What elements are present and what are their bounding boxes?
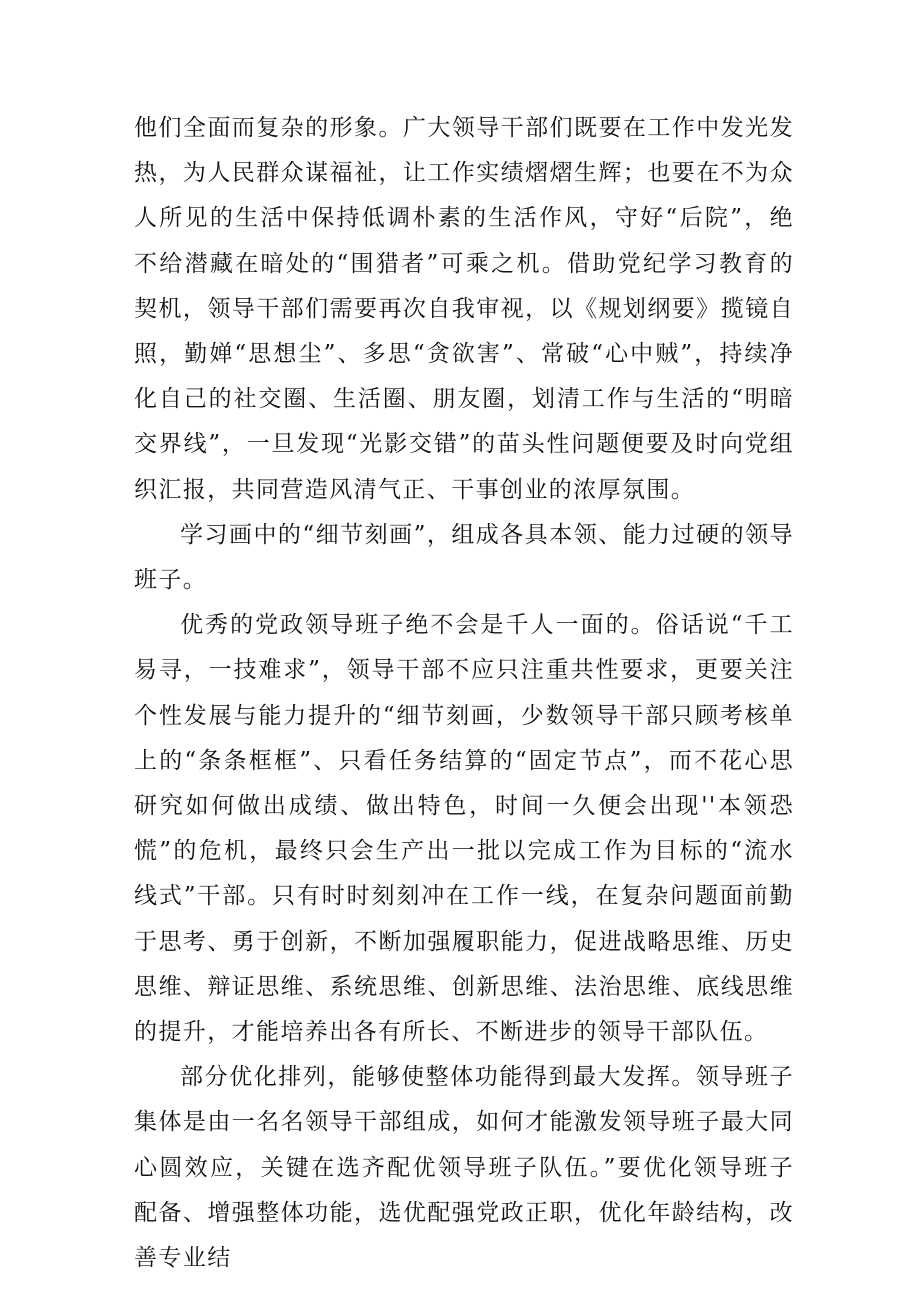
document-page [134,106,794,1281]
paragraph-optimization: 部分优化排列，能够使整体功能得到最大发挥。领导班子集体是由一名名领导干部组成，如何才能激发领导班子最大同心圆效应，关键在选齐配优领导班子队伍。”要优化领导班子配备、增强整体功能，选优配强党政正职，优化年龄结构，改善专业结 [134,1064,794,1272]
paragraph-detail-heading: 学习画中的“细节刻画”，组成各具本领、能力过硬的领导班子。 [134,521,794,594]
paragraph-continuation: 他们全面而复杂的形象。广大领导干部们既要在工作中发光发热，为人民群众谋福祉，让工作实绩熠熠生辉；也要在不为众人所见的生活中保持低调朴素的生活作风，守好“后院”，绝不给潜藏在暗处的“围猎者”可乘之机。借助党纪学习教育的契机，领导干部们需要再次自我审视，以《规划纲要》揽镜自照，勤婵“思想尘”、多思“贪欲害”、常破“心中贼”，持续净化自己的社交圈、生活圈、朋友圈，划清工作与生活的“明暗交界线”，一旦发现“光影交错”的苗头性问题便要及时向党组织汇报，共同营造风清气正、干事创业的浓厚氛围。 [134,115,794,503]
paragraph-leadership-team: 优秀的党政领导班子绝不会是千人一面的。俗话说“千工易寻，一技难求”，领导干部不应只注重共性要求，更要关注个性发展与能力提升的“细节刻画，少数领导干部只顾考核单上的“条条框框”、只看任务结算的“固定节点”，而不花心思研究如何做出成绩、做出特色，时间一久便会出现''本领恐慌”的危机，最终只会生产出一批以完成工作为目标的“流水线式”干部。只有时时刻刻冲在工作一线，在复杂问题面前勤于思考、勇于创新，不断加强履职能力，促进战略思维、历史思维、辩证思维、系统思维、创新思维、法治思维、底线思维的提升，才能培养出各有所长、不断进步的领导干部队伍。 [134,612,794,1046]
